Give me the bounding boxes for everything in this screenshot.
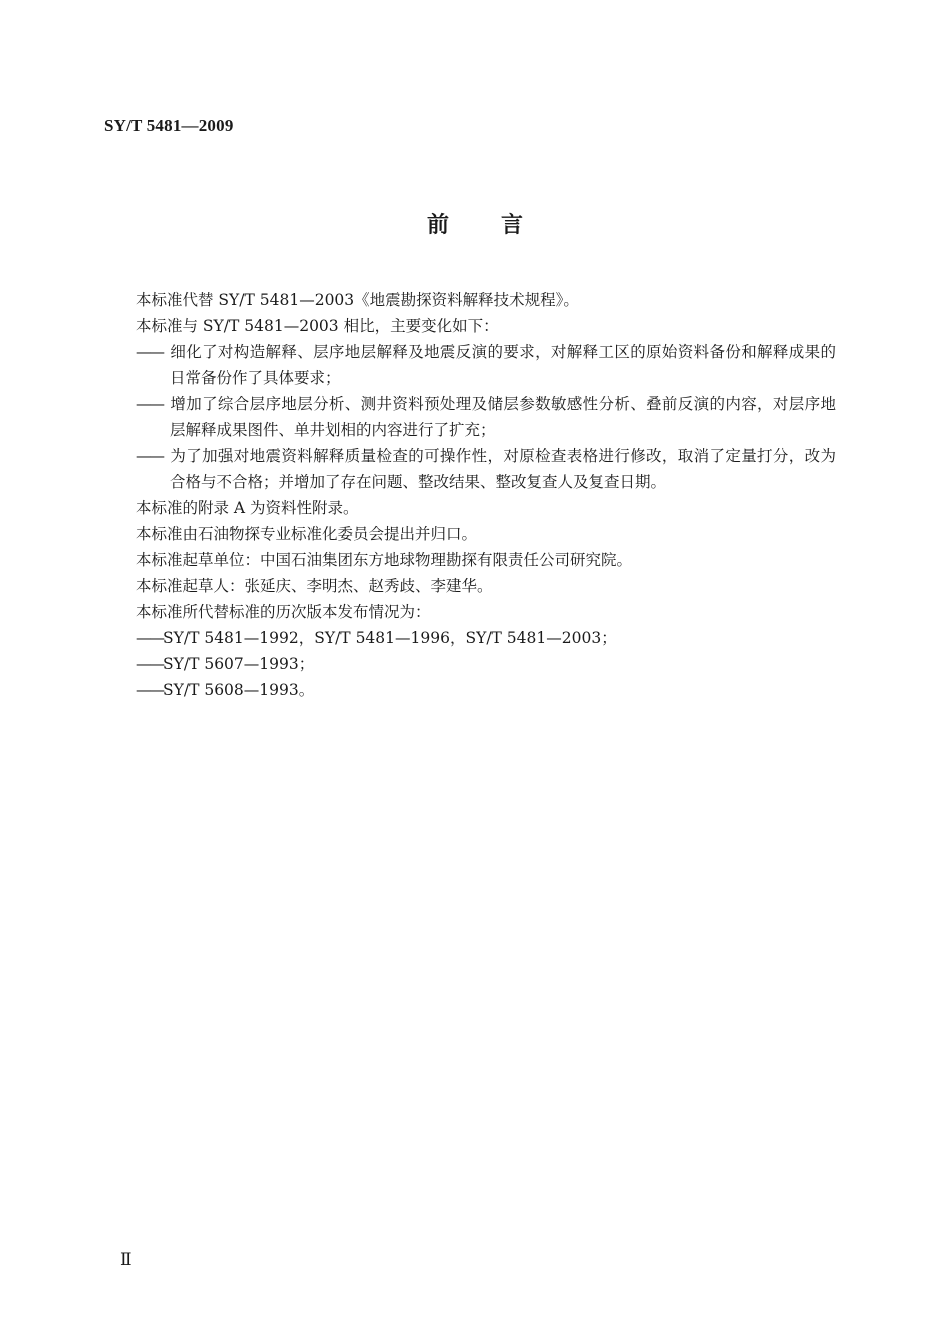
change-item-text: 增加了综合层序地层分析、测井资料预处理及储层参数敏感性分析、叠前反演的内容，对层序地层解释成果图件、单井划相的内容进行了扩充； <box>170 395 836 439</box>
dash-mark: —— <box>136 681 163 699</box>
paragraph-appendix: 本标准的附录 A 为资料性附录。 <box>136 499 359 517</box>
paragraph-changes-intro: 本标准与 SY/T 5481—2003 相比，主要变化如下： <box>136 317 499 335</box>
history-item <box>136 677 836 703</box>
paragraph-history-intro: 本标准所代替标准的历次版本发布情况为： <box>136 603 431 621</box>
dash-mark: —— <box>136 343 163 361</box>
change-item <box>136 391 836 443</box>
change-item <box>136 339 836 391</box>
paragraph-drafters: 本标准起草人：张延庆、李明杰、赵秀歧、李建华。 <box>136 577 493 595</box>
change-item <box>136 443 836 495</box>
history-item-text: SY/T 5607—1993； <box>163 655 315 673</box>
dash-mark: —— <box>136 655 163 673</box>
dash-mark: —— <box>136 629 163 647</box>
history-item-text: SY/T 5481—1992，SY/T 5481—1996，SY/T 5481—2003； <box>163 629 617 647</box>
change-item-text: 为了加强对地震资料解释质量检查的可操作性，对原检查表格进行修改，取消了定量打分，改为合格与不合格；并增加了存在问题、整改结果、整改复查人及复查日期。 <box>170 447 836 491</box>
standard-code: SY/T 5481—2009 <box>104 116 234 135</box>
page-title: 前言 <box>426 213 575 238</box>
paragraph-proposer: 本标准由石油物探专业标准化委员会提出并归口。 <box>136 525 478 543</box>
foreword-body <box>136 287 836 703</box>
dash-mark: —— <box>136 395 163 413</box>
dash-mark: —— <box>136 447 163 465</box>
paragraph-drafting-unit: 本标准起草单位：中国石油集团东方地球物理勘探有限责任公司研究院。 <box>136 551 633 569</box>
history-item-text: SY/T 5608—1993。 <box>163 681 315 699</box>
paragraph-replaces: 本标准代替 SY/T 5481—2003《地震勘探资料解释技术规程》。 <box>136 291 579 309</box>
history-item <box>136 651 836 677</box>
change-item-text: 细化了对构造解释、层序地层解释及地震反演的要求，对解释工区的原始资料备份和解释成果的日常备份作了具体要求； <box>170 343 836 387</box>
page-number: Ⅱ <box>120 1250 132 1269</box>
history-item <box>136 625 836 651</box>
